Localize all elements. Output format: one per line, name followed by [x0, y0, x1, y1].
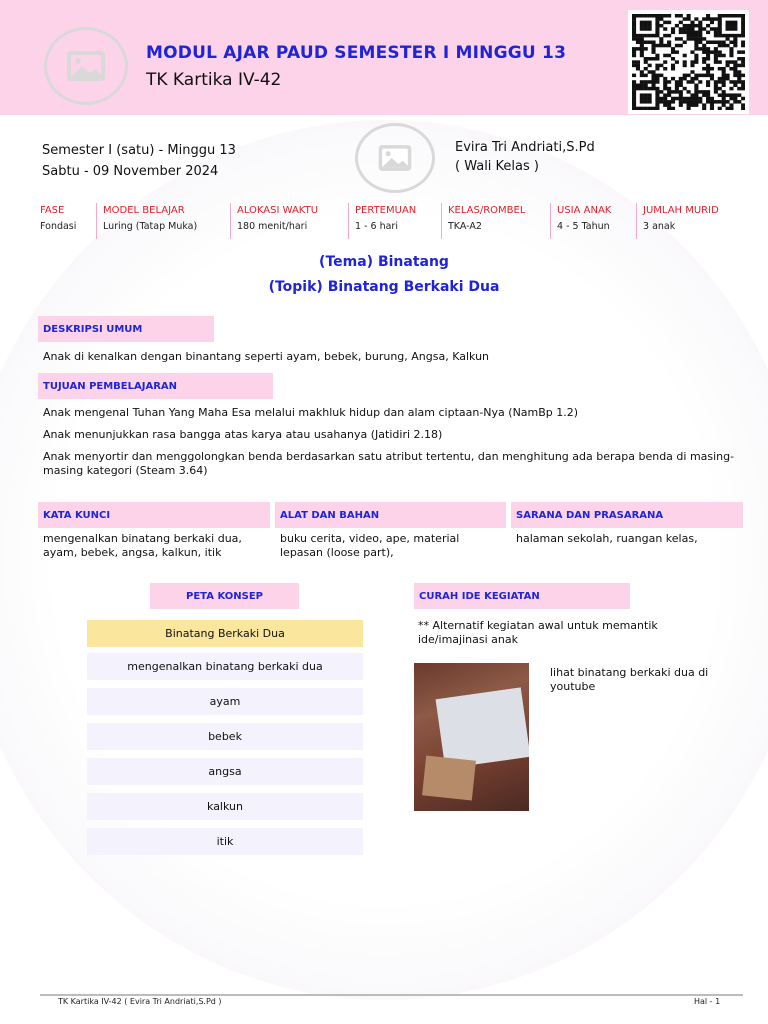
- meta-kelas-rombel: KELAS/ROMBEL TKA-A2: [441, 203, 550, 239]
- teacher-role: ( Wali Kelas ): [455, 159, 539, 174]
- topic-title: (Topik) Binatang Berkaki Dua: [268, 279, 500, 295]
- curah-ide-activity: lihat binatang berkaki dua di youtube: [550, 666, 709, 693]
- deskripsi-heading: DESKRIPSI UMUM: [38, 316, 214, 342]
- semester-info: [42, 140, 236, 182]
- activity-photo: [414, 663, 529, 811]
- qr-code-icon: [628, 10, 749, 114]
- lesson-meta-table: [34, 203, 734, 239]
- semester-week: Semester I (satu) - Minggu 13: [42, 143, 236, 158]
- concept-item: ayam: [87, 688, 363, 715]
- teacher-info: [455, 138, 595, 176]
- document-title: MODUL AJAR PAUD SEMESTER I MINGGU 13: [146, 43, 567, 63]
- meta-pertemuan: PERTEMUAN 1 - 6 hari: [348, 203, 441, 239]
- meta-jumlah-murid: JUMLAH MURID 3 anak: [636, 203, 734, 239]
- concept-item: itik: [87, 828, 363, 855]
- meta-fase: FASE Fondasi: [40, 205, 77, 232]
- kata-kunci-text: mengenalkan binatang berkaki dua, ayam, bebek, angsa, kalkun, itik: [43, 532, 242, 559]
- teacher-name: Evira Tri Andriati,S.Pd: [455, 140, 595, 155]
- page-header: [0, 0, 768, 115]
- footer-divider: [40, 994, 743, 996]
- curah-ide-note: ** Alternatif kegiatan awal untuk memantik ide/imajinasi anak: [418, 619, 658, 646]
- sarana-text: halaman sekolah, ruangan kelas,: [516, 532, 698, 545]
- peta-konsep-heading: PETA KONSEP: [150, 583, 299, 609]
- alat-bahan-heading: ALAT DAN BAHAN: [275, 502, 506, 528]
- tujuan-heading: TUJUAN PEMBELAJARAN: [38, 373, 273, 399]
- deskripsi-text: Anak di kenalkan dengan binantang seperti ayam, bebek, burung, Angsa, Kalkun: [43, 350, 490, 363]
- theme-title: (Tema) Binatang: [319, 254, 449, 270]
- footer-left: TK Kartika IV-42 ( Evira Tri Andriati,S.Pd ): [58, 997, 222, 1006]
- alat-bahan-text: buku cerita, video, ape, material lepasan (loose part),: [280, 532, 460, 559]
- tujuan-item: Anak menunjukkan rasa bangga atas karya atau usahanya (Jatidiri 2.18): [43, 428, 443, 441]
- page-background: [0, 120, 768, 1000]
- kata-kunci-heading: KATA KUNCI: [38, 502, 270, 528]
- footer-page-number: Hal - 1: [694, 997, 721, 1006]
- tujuan-item: Anak menyortir dan menggolongkan benda berdasarkan satu atribut tertentu, dan menghitung ada berapa benda di masing-masing kategori (Steam 3.64): [43, 450, 735, 477]
- curah-ide-heading: CURAH IDE KEGIATAN: [414, 583, 630, 609]
- concept-item: mengenalkan binatang berkaki dua: [87, 653, 363, 680]
- tujuan-item: Anak mengenal Tuhan Yang Maha Esa melalui makhluk hidup dan alam ciptaan-Nya (NamBp 1.2): [43, 406, 579, 419]
- concept-item: angsa: [87, 758, 363, 785]
- school-name: TK Kartika IV-42: [146, 70, 282, 90]
- meta-alokasi-waktu: ALOKASI WAKTU 180 menit/hari: [230, 203, 348, 239]
- meta-model-belajar: MODEL BELAJAR Luring (Tatap Muka): [96, 203, 230, 239]
- concept-item: kalkun: [87, 793, 363, 820]
- teacher-photo: [355, 123, 435, 193]
- meta-usia-anak: USIA ANAK 4 - 5 Tahun: [550, 203, 636, 239]
- concept-main: Binatang Berkaki Dua: [87, 620, 363, 647]
- image-placeholder-icon: [377, 143, 413, 173]
- sarana-heading: SARANA DAN PRASARANA: [511, 502, 743, 528]
- school-logo: [44, 27, 128, 105]
- concept-item: bebek: [87, 723, 363, 750]
- lesson-date: Sabtu - 09 November 2024: [42, 164, 219, 179]
- image-placeholder-icon: [65, 49, 107, 83]
